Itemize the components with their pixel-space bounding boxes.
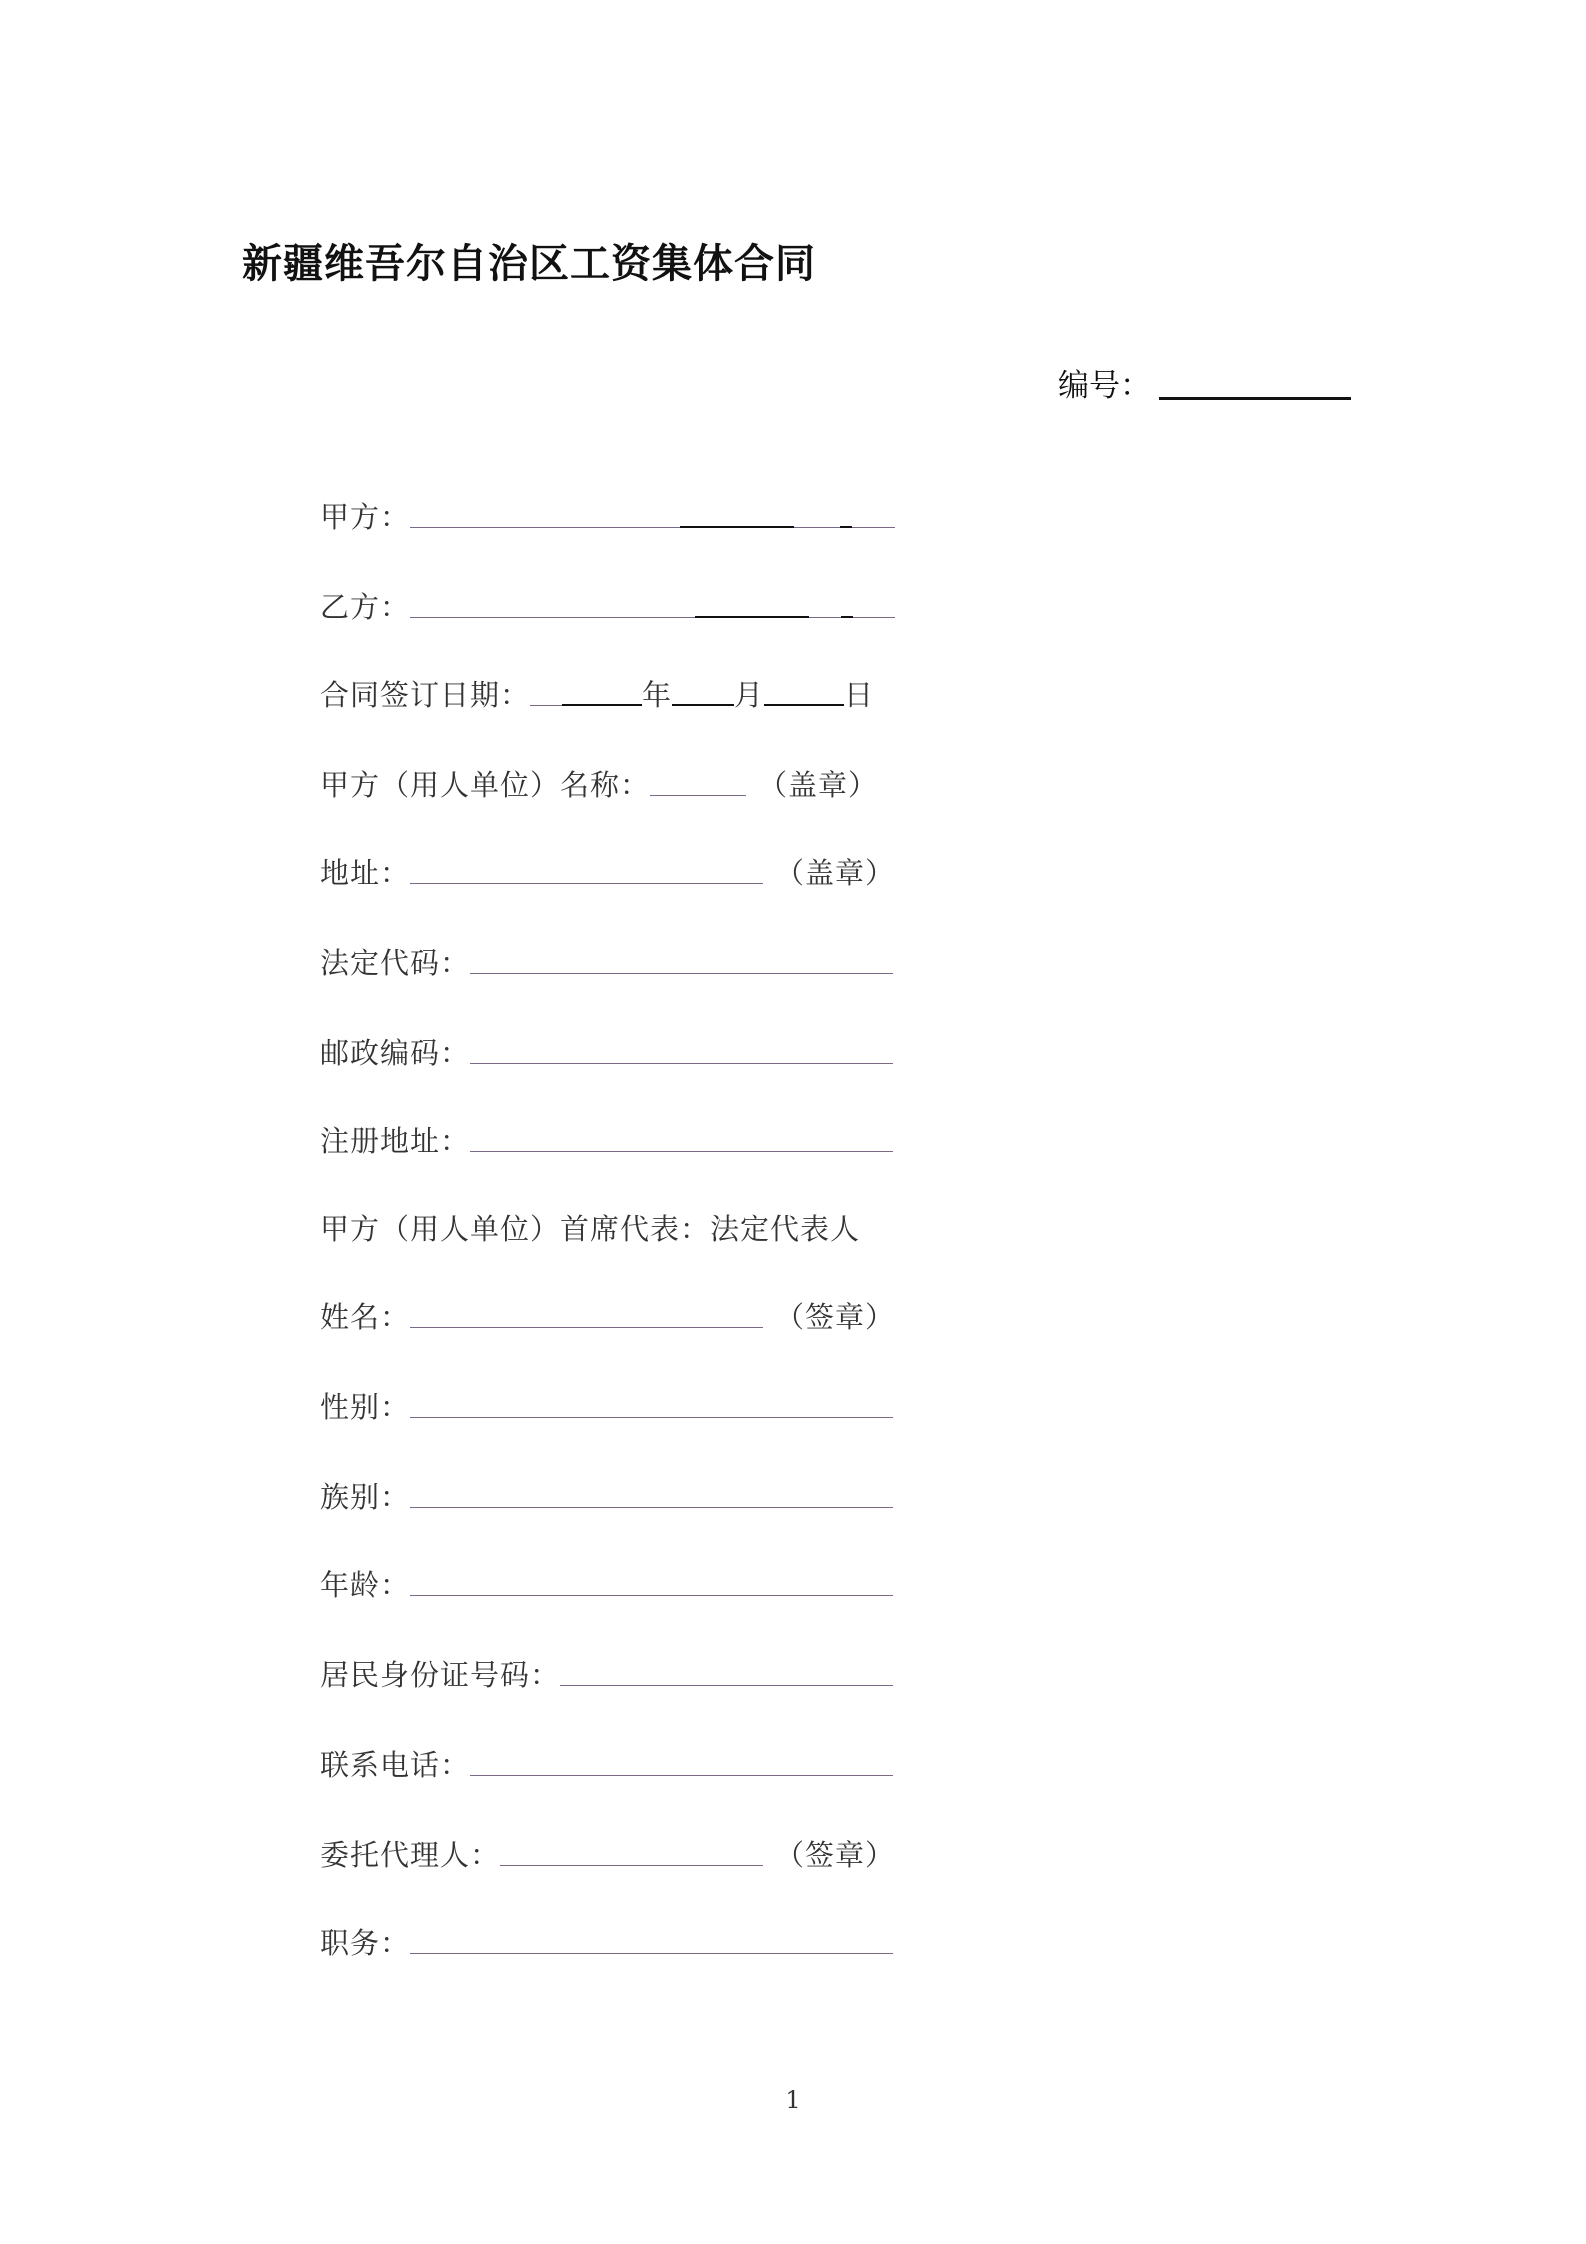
employer-name-blank[interactable]	[650, 795, 746, 796]
gender-label: 性别：	[320, 1390, 411, 1424]
party-a-row	[320, 492, 895, 536]
party-b-blank[interactable]	[410, 617, 695, 618]
legal-code-blank[interactable]	[470, 973, 893, 974]
party-a-blank-4[interactable]	[840, 526, 852, 528]
employer-name-label: 甲方（用人单位）名称：	[320, 768, 651, 802]
name-suffix: （签章）	[774, 1300, 895, 1334]
day-label: 日	[844, 678, 875, 712]
id-number-label: 居民身份证号码：	[320, 1658, 561, 1692]
id-number-row	[320, 1650, 895, 1694]
phone-blank[interactable]	[470, 1775, 893, 1776]
postal-code-label: 邮政编码：	[320, 1036, 471, 1070]
legal-code-label: 法定代码：	[320, 946, 471, 980]
gender-blank[interactable]	[410, 1417, 893, 1418]
age-blank[interactable]	[410, 1595, 893, 1596]
contract-number	[1058, 360, 1351, 405]
position-row	[320, 1918, 895, 1962]
employer-name-suffix: （盖章）	[758, 768, 879, 802]
agent-blank[interactable]	[500, 1865, 763, 1866]
sign-date-row	[320, 670, 895, 714]
year-label: 年	[642, 678, 673, 712]
name-label: 姓名：	[320, 1300, 411, 1334]
registered-address-blank[interactable]	[470, 1151, 893, 1152]
chief-representative-row	[320, 1204, 895, 1248]
ethnicity-row	[320, 1472, 895, 1516]
phone-label: 联系电话：	[320, 1748, 471, 1782]
ethnicity-blank[interactable]	[410, 1507, 893, 1508]
party-a-blank[interactable]	[410, 527, 680, 528]
name-row	[320, 1292, 895, 1336]
document-title: 新疆维吾尔自治区工资集体合同	[242, 241, 816, 287]
phone-row	[320, 1740, 895, 1784]
postal-code-row	[320, 1028, 895, 1072]
age-row	[320, 1560, 895, 1604]
sign-date-label: 合同签订日期：	[320, 678, 531, 712]
postal-code-blank[interactable]	[470, 1063, 893, 1064]
year-blank[interactable]	[562, 704, 642, 706]
position-label: 职务：	[320, 1926, 411, 1960]
party-b-blank-4[interactable]	[841, 616, 853, 618]
contract-number-label: 编号：	[1058, 368, 1151, 404]
party-b-blank-5[interactable]	[853, 617, 895, 618]
address-label: 地址：	[320, 856, 411, 890]
agent-row	[320, 1830, 895, 1874]
registered-address-label: 注册地址：	[320, 1124, 471, 1158]
day-blank[interactable]	[764, 704, 844, 706]
sign-date-blank-pre[interactable]	[530, 705, 562, 706]
month-label: 月	[734, 678, 765, 712]
month-blank[interactable]	[672, 704, 734, 706]
legal-code-row	[320, 938, 895, 982]
age-label: 年龄：	[320, 1568, 411, 1602]
ethnicity-label: 族别：	[320, 1480, 411, 1514]
page-number: 1	[785, 2086, 801, 2114]
position-blank[interactable]	[410, 1953, 893, 1954]
address-row	[320, 848, 895, 892]
agent-label: 委托代理人：	[320, 1838, 501, 1872]
chief-representative-label: 甲方（用人单位）首席代表：法定代表人	[320, 1212, 861, 1246]
gender-row	[320, 1382, 895, 1426]
party-a-label: 甲方：	[320, 500, 411, 534]
address-blank[interactable]	[410, 883, 763, 884]
agent-suffix: （签章）	[774, 1838, 895, 1872]
address-suffix: （盖章）	[774, 856, 895, 890]
name-blank[interactable]	[410, 1327, 763, 1328]
party-a-blank-2[interactable]	[680, 526, 794, 528]
party-b-blank-2[interactable]	[695, 616, 809, 618]
party-a-blank-3[interactable]	[794, 527, 840, 528]
party-a-blank-5[interactable]	[852, 527, 895, 528]
registered-address-row	[320, 1116, 895, 1160]
party-b-row	[320, 582, 895, 626]
employer-name-row	[320, 760, 895, 804]
party-b-label: 乙方：	[320, 590, 411, 624]
party-b-blank-3[interactable]	[809, 617, 841, 618]
id-number-blank[interactable]	[560, 1685, 893, 1686]
contract-number-blank[interactable]	[1159, 397, 1351, 400]
